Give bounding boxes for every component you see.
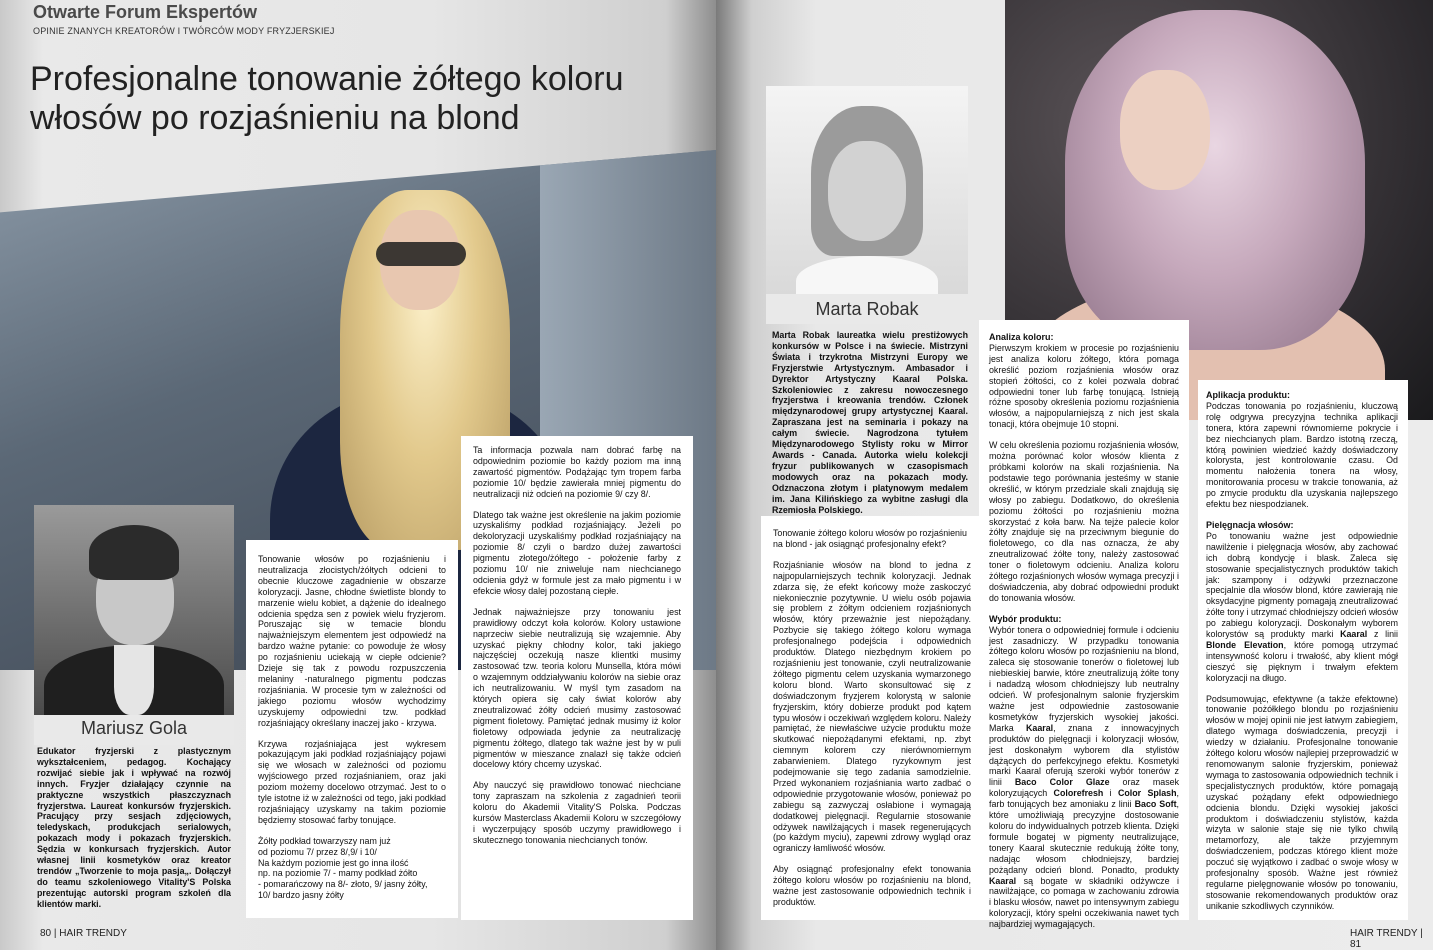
paragraph: Podczas tonowania po rozjaśnieniu, kluczową rolę odgrywa precyzyjna technika aplikacji tonera, która zapewni równomierne pokrycie i bez niechcianych plam. Bardzo istotną rzeczą, którą powinien wiedzieć każdy doświadczony kolorysta, jest kontrolowanie czasu. Od momentu nałożenia tonera na włosy, monitorowania procesu w trakcie tonowania, aż po zmycie produktu dla uzyskania najlepszego efektu bez niespodzianek. [1206,400,1398,510]
marta-portrait-photo [766,86,968,294]
subheading: Aplikacja produktu: [1206,390,1291,400]
mariusz-bio: Edukator fryzjerski z plastycznym wykształceniem, pedagog. Kochający rozwijać siebie jak i wpływać na rozwój innych. Fryzjer działający czynnie na praktyczne wszystkich płaszczyznach fryzjerstwa. Laureat konkursów fryzjerskich. Pracujący przy sesjach zdjęciowych, teledyskach, produkcjach serialowych, pokazach mody i pokazach fryzjerskich. Sędzia w konkursach fryzjerskich. Autor własnej linii kosmetyków oraz kreator trendów „Tworzenie to moja pasja„. Dołączył do teamu szkoleniowego Vitality'S Polska prezentując autorski program szkoleń dla klientów marki. [37,746,231,909]
marta-article-col5 [1198,380,1408,920]
marta-name: Marta Robak [815,299,919,319]
article-headline: Profesjonalne tonowanie żółtego koloru włosów po rozjaśnieniu na blond [30,60,624,137]
paragraph: Pierwszym krokiem w procesie po rozjaśnieniu jest analiza koloru żółtego, która pomaga określić poziom rozjaśnienia włosów oraz stopień żółtości, co z kolei pozwala dobrać odpowiedni toner lub farbę tonującą. Istnieją różne sposoby określenia poziomu rozjaśnienia włosów, a najpopularniejszą z nich jest skala tonacji, która obejmuje 10 stopni. [989,342,1179,430]
mariusz-name-card [34,715,234,745]
paragraph: Aby osiągnąć profesjonalny efekt tonowania żółtego koloru włosów po rozjaśnieniu na blond, ważne jest zastosowanie odpowiednich technik i produktów. [773,864,971,907]
subheading: Pielęgnacja włosów: [1206,519,1294,530]
paragraph: Rozjaśnianie włosów na blond to jedna z najpopularniejszych technik koloryzacji. Jednak zdarza się, że efekt końcowy może zaskoczyć niekoniecznie pozytywnie. U wielu osób pojawia się problem z żółtym odcieniem rozjaśnionych włosów, który przeważnie jest niepożądany. Pozbycie się takiego żółtego koloru wymaga profesjonalnego podejścia i odpowiednich produktów. Dlatego niezbędnym krokiem po rozjaśnieniu jest tonowanie, czyli neutralizowanie żółtego pigmentu celem uzyskania wymarzonego koloru blond. Warto skonsultować się z doświadczonym fryzjerem kolorystą w salonie fryzjerskim, który dobierze produkt pod kątem typu włosów i oczekiwań względem koloru. Należy pamiętać, że niewłaściwe użycie produktu może skutkować niepożądanymi efektami, np. zbyt ciemnym kolorem czy nierównomiernym zabarwieniem. Dlatego ryzykownym jest podejmowanie się tego zadania samodzielnie. Przed wykonaniem rozjaśniania warto zadbać o odpowiednie przygotowanie włosów, ponieważ po zabiegu są zazwyczaj osłabione i wymagają dodatkowej pielęgnacji. Regularnie stosowanie odżywek nawilżających i masek regenerujących (po każdym myciu), zapewni zdrowy wygląd oraz ograniczy łamliwość włosów. [773,559,971,854]
left-page [0,0,716,950]
mariusz-article-col1 [246,540,458,918]
paragraph: Po tonowaniu ważne jest odpowiednie nawilżenie i pielęgnacja włosów, aby zachować ich dobrą kondycję i blask. Zaleca się stosowanie specjalistycznych produktów takich jak: szampony i odżywki przeznaczone specjalnie dla włosów blond, które zawierają nie oksydacyjne pigmenty pomagają zneutralizować żółte tony i utrzymać chłodniejszy odcień włosów po zabiegu koloryzacji. Doskonałym wyborem kolorystów są produkty marki Kaaral z linii Blonde Elevation, które pomogą utrzymać intensywność koloru i trwałość, aby klient mógł cieszyć się pięknym i trwałym efektem koloryzacji na długo. [1206,530,1399,683]
mariusz-article-col2 [461,436,693,920]
paragraph: Aby nauczyć się prawidłowo tonować niechciane tony zapraszam na szkolenia z zagadnień teorii koloru do Akademii Vitality'S Polska. Podczas kursów Masterclass Akademii Koloru w szczegółowy i wyczerpujący sposób uczymy prawidłowego i skutecznego tonowania niechcianych tonów. [473,780,681,845]
paragraph: Żółty podkład towarzyszy nam już od poziomu 7/ przez 8/,9/ i 10/ Na każdym poziomie jest go inna ilość np. na poziomie 7/ - mamy podkład żółto - pomarańczowy na 8/- złoto, 9/ jasny żółty, 10/ bardzo jasny żółty [258,835,428,901]
mariusz-name: Mariusz Gola [80,718,188,738]
paragraph: Krzywa rozjaśniająca jest wykresem pokazującym jaki podkład rozjaśniający pojawi się we włosach w zależności od poziomu wyjściowego przed rozjaśnianiem, oraz jaki poziom możemy docelowo otrzymać. Jest to o tyle istotne iż w zależności od tego, jaki podkład rozjaśniający uzyskamy na takim poziomie będziemy stosować farby tonujące. [258,738,446,825]
subheading: Wybór produktu: [989,613,1062,624]
marta-article-col4 [979,320,1189,930]
paragraph: Jednak najważniejsze przy tonowaniu jest prawidłowy odczyt koła kolorów. Kolory ustawione naprzeciw siebie neutralizują się wzajemnie. Aby uzyskać piękny chłodny kolor, taki jakiego najczęściej oczekują nasze klientki musimy zastosować tzw. teoria koloru Munsella, która mówi o wzajemnym oddziaływaniu kolorów na siebie oraz ich neutralizowaniu. W myśl tym zasadom na których opiera się cały świat kolorów aby zneutralizować żółty odcień musimy zastosować pigment fioletowy. Pamiętać jednak musimy iż kolor fioletowy odpowiada jedynie za neutralizację pigmentu żółtego, dlatego tak ważne jest by w puli pigmentów w mieszance znalazł się także odcień docelowy który chcemy uzyskać. [473,606,681,770]
paragraph: Tonowanie żółtego koloru włosów po rozjaśnieniu na blond - jak osiągnąć profesjonalny efekt? [773,528,967,549]
paragraph: Podsumowując, efektywne (a także efektowne) tonowanie pożółkłego blondu po rozjaśnieniu włosów w mojej opinii nie jest łatwym zabiegiem, dlatego wymaga doświadczenia, precyzji i wiedzy w działaniu. Profesjonalne tonowanie żółtego koloru włosów najlepiej przeprowadzić w renomowanym salonie fryzjerskim, ponieważ wymaga to zastosowania odpowiednich technik i specjalistycznych produktów, które pomagają uzyskać pożądany efekt odpowiedniego odcienia blondu. Dzięki wysokiej jakości produktom i doświadczeniu stylistów, każda wizyta w salonie staje się nie tylko chwilą metamorfozy, ale także przyjemnym doświadczeniem, podczas którego klient może poczuć się wyjątkowo i zadbać o swoje włosy w profesjonalny sposób. Ważne jest również regularne pielęgnowanie włosów po tonowaniu, stosowanie rekomendowanych produktów oraz unikanie szkodliwych czynników. [1206,693,1398,911]
marta-name-card [766,294,968,324]
right-folio: HAIR TRENDY | 81 [1350,928,1423,950]
left-folio: 80 | HAIR TRENDY [40,928,127,939]
paragraph: Dlatego tak ważne jest określenie na jakim poziomie uzyskaliśmy podkład rozjaśniający. Jeżeli po dekoloryzacji uzyskaliśmy podkład rozjaśniający na poziomie 8/ czyli o bardzo dużej zawartości pigmentu złotego/żółtego - położenie farby z poziomu 10/ nie zniweluje nam niechcianego odcienia gdyż w formule jest za mało pigmentu i w efekcie włosy dalej pozostaną ciepłe. [473,509,681,596]
mariusz-portrait-photo [34,505,234,715]
paragraph: W celu określenia poziomu rozjaśnienia włosów, można porównać kolor włosów klienta z próbkami kolorów na skali rozjaśnienia. Na podstawie tego porównania jesteśmy w stanie określić, w którym przedziale skali znajdują się włosy po zabiegu. Dodatkowo, do określenia poziomu żółtości po rozjaśnieniu można skorzystać z koła barw. Na tejże palecie kolor żółty znajduje się na przeciwnym biegunie do fioletowego, co dla nas oznacza, że aby zneutralizować żółte tony, należy zastosować toner o fioletowym odcieniu. Analiza koloru żółtego rozjaśnionych włosów wymaga precyzji i doświadczenia, aby dobrać odpowiedni produkt do tonowania włosów. [989,440,1179,603]
section-title: Otwarte Forum Ekspertów [33,2,258,22]
paragraph: Wybór tonera o odpowiedniej formule i odcieniu jest zasadniczy. W przypadku tonowania żółtego koloru włosów po rozjaśnieniu na blond, zaleca się stosowanie tonerów o fioletowej lub niebieskiej barwie, które zneutralizują żółte tony i nadadzą włosom chłodniejszy lub neutralny odcień. W profesjonalnym salonie fryzjerskim ważne jest odpowiednie zastosowanie kosmetyków fryzjerskich wysokiej jakości. Marka Kaaral, znana z innowacyjnych produktów do pielęgnacji i koloryzacji włosów, jest doskonałym wyborem dla stylistów dążących do perfekcyjnego efektu. Kosmetyki marki Kaaral oferują szeroki wybór tonerów z linii Baco Color Glaze oraz masek koloryzujących Colorefresh i Color Splash, farb tonujących bez amoniaku z linii Baco Soft, które umożliwiają precyzyjne dostosowanie koloru do indywidualnych potrzeb klienta. Dzięki formule bogatej w pigmenty neutralizujące, tonery Kaaral skutecznie redukują żółte tony, nadając włosom chłodniejszy, bardziej pożądany odcień blond. Ponadto, produkty Kaaral są bogate w składniki odżywcze i nawilżające, co pomaga w zachowaniu zdrowia i blasku włosów, nawet po intensywnym zabiegu koloryzacji, który spełni oczekiwania nawet tych najbardziej wymagających. [989,624,1180,930]
paragraph: Ta informacja pozwala nam dobrać farbę na odpowiednim poziomie bo każdy poziom ma inną zawartość pigmentów. Podążając tym tropem farba poziomie 10/ będzie zawierała mniej pigmentu do neutralizacji niż odcień na poziomie 9/ czy 8/. [473,445,681,499]
section-subtitle: OPINIE ZNANYCH KREATORÓW I TWÓRCÓW MODY FRYZJERSKIEJ [33,26,335,36]
marta-bio: Marta Robak laureatka wielu prestiżowych konkursów w Polsce i na świecie. Mistrzyni Świata i trzykrotna Mistrzyni Europy we Fryzjerstwie Artystycznym. Ambasador i Dyrektor Artystyczny Kaaral Polska. Szkoleniowiec z zakresu nowoczesnego fryzjerstwa i kreowania trendów. Członek międzynarodowej grupy artystycznej Kaaral. Zapraszana jest na seminaria i pokazy na całym świecie. Nagrodzona tytułem Międzynarodowego Stylisty roku w Mirror Awards - Canada. Autorka wielu kolekcji fryzur publikowanych w czasopismach modowych oraz na pokazach mody. Odznaczona złotym i platynowym medalem im. Jana Kilińskiego za wybitne zasługi dla Rzemiosła Polskiego. [772,330,968,515]
paragraph: Tonowanie włosów po rozjaśnieniu i neutralizacja złocistych/żółtych odcieni to obecnie kluczowe zagadnienie w obszarze koloryzacji. Jasne, chłodne świetliste blondy to marzenie wielu kobiet, a dążenie do idealnego odcienia spędza sen z powiek wielu fryzjerom. Poruszając się w temacie blondu najważniejszym elementem jest odpowiedź na bardzo ważne pytanie: co powoduje że włosy po rozjaśnieniu uciekają w ciepłe odcienie? Dzieje się tak z powodu rozpuszczenia melaniny -naturalnego pigmentu podczas rozjaśniania. W procesie tym w zależności od jakiego poziomu włosów wychodzimy uzyskujemy odpowiedni tzw. podkład rozjaśniający określany inaczej jako - krzywa. [258,554,446,728]
subheading: Analiza koloru: [989,332,1054,342]
marta-article-col3 [761,516,983,920]
